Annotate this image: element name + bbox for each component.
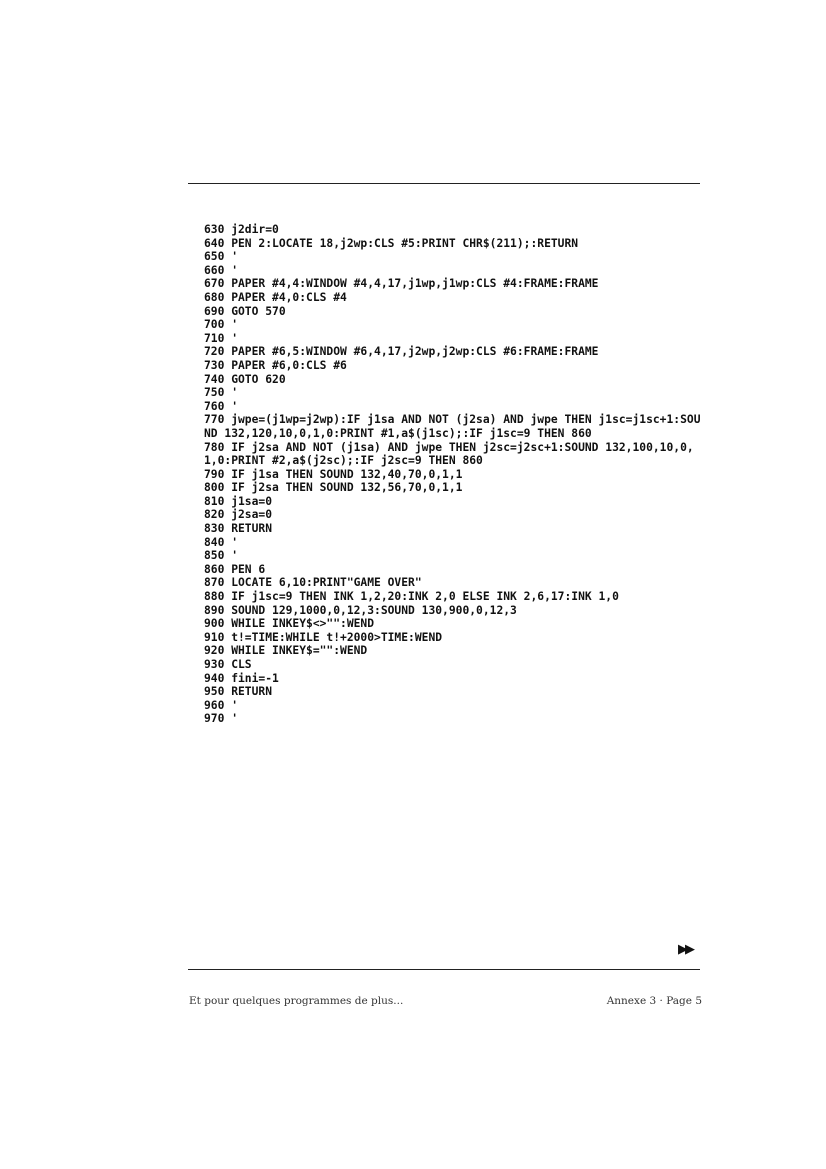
code-line: 710 '	[204, 331, 239, 345]
code-line: 690 GOTO 570	[204, 304, 286, 318]
top-rule	[188, 183, 700, 184]
code-line: 970 '	[204, 712, 239, 726]
code-line: 680 PAPER #4,0:CLS #4	[204, 290, 347, 304]
code-line: 880 IF j1sc=9 THEN INK 1,2,20:INK 2,0 ELSE INK 2,6,17:INK 1,0	[204, 590, 619, 604]
code-line: 960 '	[204, 698, 239, 712]
code-line: 840 '	[204, 535, 239, 549]
code-line: 810 j1sa=0	[204, 494, 273, 508]
code-line: 820 j2sa=0	[204, 508, 273, 522]
code-line: 790 IF j1sa THEN SOUND 132,40,70,0,1,1	[204, 467, 463, 481]
code-line: 860 PEN 6	[204, 562, 266, 576]
code-line: 940 fini=-1	[204, 671, 279, 685]
code-line: 830 RETURN	[204, 522, 273, 536]
code-line: 760 '	[204, 399, 239, 413]
code-line: 720 PAPER #6,5:WINDOW #6,4,17,j2wp,j2wp:CLS #6:FRAME:FRAME	[204, 345, 599, 359]
code-line: 900 WHILE INKEY$<>"":WEND	[204, 617, 375, 631]
code-line: 950 RETURN	[204, 685, 273, 699]
code-line: 850 '	[204, 549, 239, 563]
basic-listing	[204, 223, 704, 726]
code-line: 630 j2dir=0	[204, 223, 279, 236]
code-line: 750 '	[204, 386, 239, 400]
code-line: 740 GOTO 620	[204, 372, 286, 386]
code-line: 800 IF j2sa THEN SOUND 132,56,70,0,1,1	[204, 481, 463, 495]
code-line: 930 CLS	[204, 658, 252, 671]
code-line: 870 LOCATE 6,10:PRINT"GAME OVER"	[204, 576, 422, 590]
code-line: 780 IF j2sa AND NOT (j1sa) AND jwpe THEN j2sc=j2sc+1:SOUND 132,100,10,0,1,0:PRINT #2,a$(j2sc);:IF j2sc=9 THEN 860	[204, 440, 694, 468]
code-line: 730 PAPER #6,0:CLS #6	[204, 358, 347, 372]
code-line: 700 '	[204, 318, 239, 332]
code-line: 920 WHILE INKEY$="":WEND	[204, 644, 368, 658]
code-line: 650 '	[204, 250, 239, 264]
code-line: 890 SOUND 129,1000,0,12,3:SOUND 130,900,0,12,3	[204, 603, 517, 617]
next-page-arrow-icon: ▶▶	[678, 942, 692, 957]
footer-title: Et pour quelques programmes de plus...	[189, 995, 404, 1007]
footer-page-number: Annexe 3 · Page 5	[606, 995, 702, 1007]
code-line: 670 PAPER #4,4:WINDOW #4,4,17,j1wp,j1wp:CLS #4:FRAME:FRAME	[204, 277, 599, 291]
bottom-rule	[188, 969, 700, 970]
code-line: 640 PEN 2:LOCATE 18,j2wp:CLS #5:PRINT CHR$(211);:RETURN	[204, 236, 579, 250]
code-line: 770 jwpe=(j1wp=j2wp):IF j1sa AND NOT (j2sa) AND jwpe THEN j1sc=j1sc+1:SOUND 132,120,10,0,1,0:PRINT #1,a$(j1sc);:IF j1sc=9 THEN 860	[204, 413, 701, 440]
code-line: 660 '	[204, 263, 239, 277]
code-line: 910 t!=TIME:WHILE t!+2000>TIME:WEND	[204, 630, 443, 644]
